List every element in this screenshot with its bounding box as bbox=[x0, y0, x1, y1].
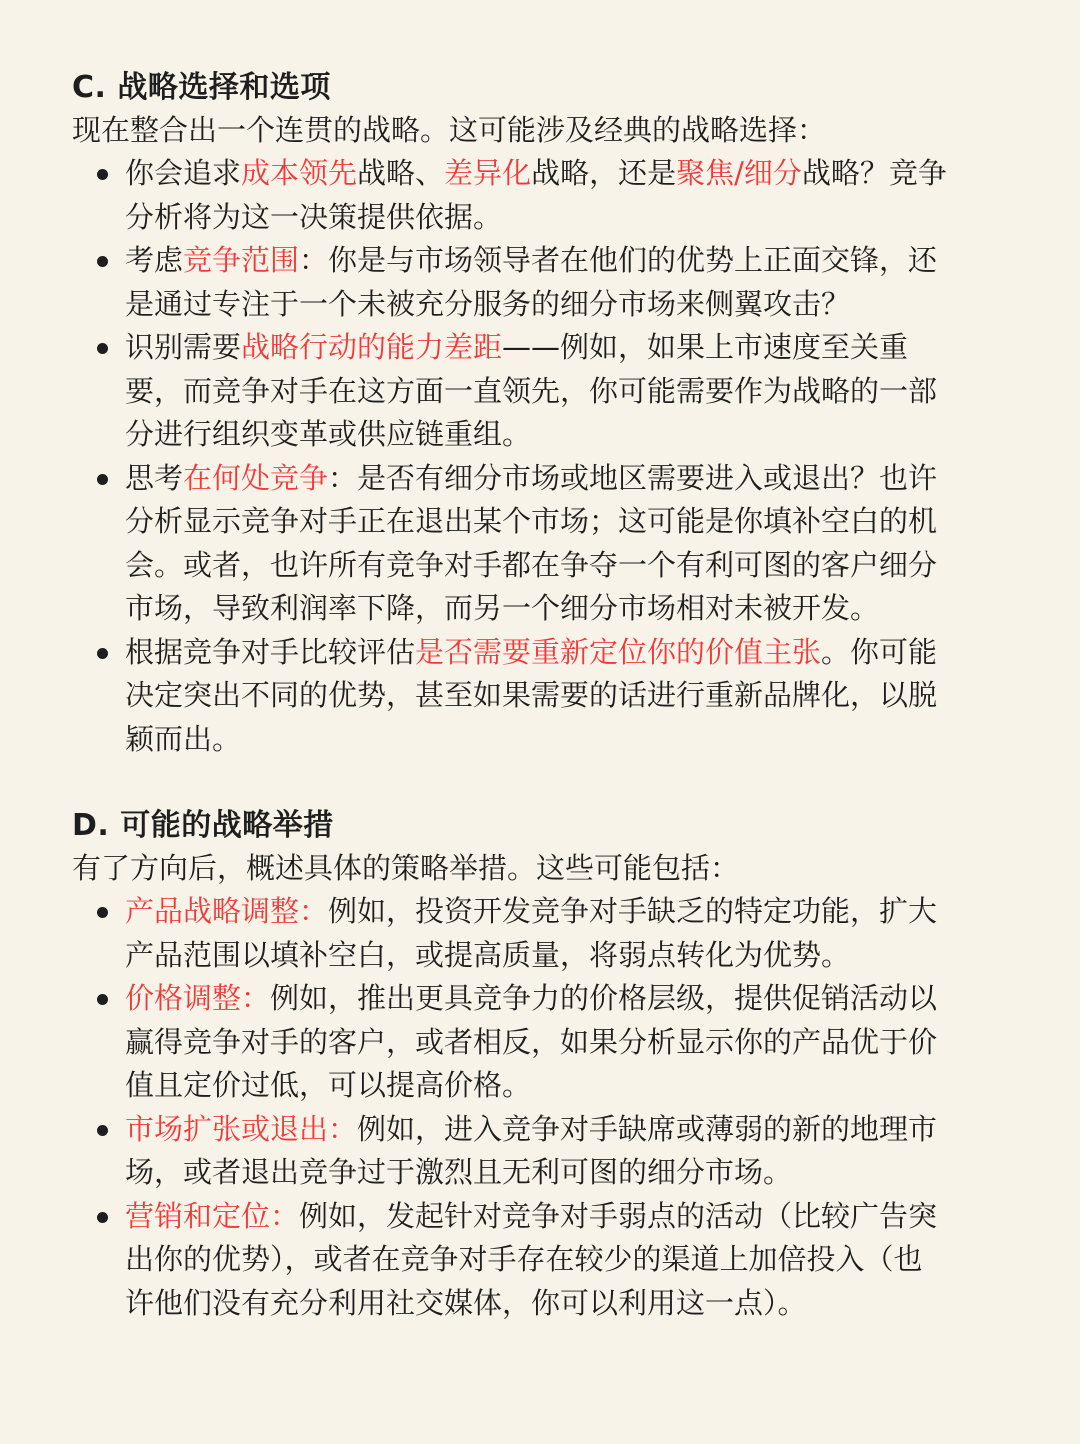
bullet-dot-icon bbox=[97, 343, 108, 354]
highlight-text: 聚焦/细分 bbox=[676, 156, 802, 190]
body-text: ：是否有细分市场或地区需要进入或退出？也许 bbox=[328, 460, 938, 495]
bullet-item bbox=[72, 239, 1008, 326]
bullet-item bbox=[72, 457, 1008, 631]
document-page bbox=[72, 66, 1008, 1325]
section-heading: D. 可能的战略举措 bbox=[72, 808, 334, 843]
body-text: 例如，推出更具竞争力的价格层级，提供促销活动以 bbox=[270, 981, 938, 1015]
text-line bbox=[125, 1195, 1008, 1239]
text-line bbox=[125, 544, 1008, 588]
body-text: 思考 bbox=[125, 460, 184, 495]
text-line bbox=[125, 1064, 1008, 1108]
bullet-dot-icon bbox=[97, 907, 108, 918]
body-text: 你会追求 bbox=[125, 156, 242, 190]
body-text: 赢得竞争对手的客户，或者相反，如果分析显示你的产品优于价 bbox=[125, 1024, 938, 1059]
text-line bbox=[125, 587, 1008, 631]
text-line bbox=[125, 152, 1008, 196]
text-line bbox=[125, 631, 1008, 675]
section-c bbox=[72, 66, 1008, 761]
body-text: ——例如，如果上市速度至关重 bbox=[502, 330, 909, 364]
text-line bbox=[125, 1108, 1008, 1152]
body-text: 是通过专注于一个未被充分服务的细分市场来侧翼攻击？ bbox=[125, 286, 851, 321]
text-line bbox=[125, 370, 1008, 414]
body-text: 值且定价过低，可以提高价格。 bbox=[125, 1068, 532, 1102]
body-text: 颖而出。 bbox=[125, 721, 242, 756]
body-text: 分进行组织变革或供应链重组。 bbox=[125, 417, 532, 451]
body-text: 识别需要 bbox=[125, 330, 242, 364]
highlight-text: 战略行动的能力差距 bbox=[241, 330, 503, 364]
body-text: 考虑 bbox=[125, 243, 184, 277]
bullet-item bbox=[72, 631, 1008, 762]
body-text: 产品范围以填补空白，或提高质量，将弱点转化为优势。 bbox=[125, 937, 851, 972]
bullet-dot-icon bbox=[97, 1125, 108, 1136]
bullet-list bbox=[72, 152, 1008, 761]
text-line bbox=[125, 1282, 1008, 1326]
highlight-text: 营销和定位： bbox=[125, 1198, 300, 1233]
text-line bbox=[125, 413, 1008, 457]
bullet-item bbox=[72, 152, 1008, 239]
highlight-text: 竞争范围 bbox=[183, 243, 300, 277]
body-text: 出你的优势），或者在竞争对手存在较少的渠道上加倍投入（也 bbox=[125, 1242, 923, 1276]
text-line bbox=[125, 196, 1008, 240]
highlight-text: 成本领先 bbox=[241, 156, 358, 190]
bullet-dot-icon bbox=[97, 648, 108, 659]
highlight-text: 市场扩张或退出： bbox=[125, 1111, 358, 1146]
bullet-dot-icon bbox=[97, 474, 108, 485]
body-text: 战略，还是 bbox=[531, 156, 677, 190]
body-text: 会。或者，也许所有竞争对手都在争夺一个有利可图的客户细分 bbox=[125, 547, 938, 582]
text-line bbox=[125, 1021, 1008, 1065]
bullet-dot-icon bbox=[97, 994, 108, 1005]
text-line bbox=[125, 1238, 1008, 1282]
bullet-dot-icon bbox=[97, 169, 108, 180]
text-line bbox=[125, 934, 1008, 978]
highlight-text: 是否需要重新定位你的价值主张 bbox=[415, 634, 822, 669]
body-text: ：你是与市场领导者在他们的优势上正面交锋，还 bbox=[299, 243, 938, 277]
text-line bbox=[125, 500, 1008, 544]
bullet-item bbox=[72, 326, 1008, 457]
bullet-item bbox=[72, 890, 1008, 977]
highlight-text: 产品战略调整： bbox=[125, 894, 329, 928]
highlight-text: 差异化 bbox=[444, 156, 532, 190]
body-text: 场，或者退出竞争过于激烈且无利可图的细分市场。 bbox=[125, 1155, 793, 1189]
text-line bbox=[125, 326, 1008, 370]
section-intro: 现在整合出一个连贯的战略。这可能涉及经典的战略选择： bbox=[72, 113, 827, 147]
body-text: 战略、 bbox=[357, 156, 445, 190]
bullet-item bbox=[72, 977, 1008, 1108]
body-text: 许他们没有充分利用社交媒体，你可以利用这一点）。 bbox=[125, 1285, 807, 1320]
text-line bbox=[125, 457, 1008, 501]
body-text: 市场，导致利润率下降，而另一个细分市场相对未被开发。 bbox=[125, 591, 880, 625]
bullet-item bbox=[72, 1108, 1008, 1195]
body-text: 要，而竞争对手在这方面一直领先，你可能需要作为战略的一部 bbox=[125, 373, 938, 408]
highlight-text: 价格调整： bbox=[125, 981, 271, 1015]
text-line bbox=[125, 890, 1008, 934]
text-line bbox=[125, 674, 1008, 718]
text-line bbox=[125, 977, 1008, 1021]
text-line bbox=[125, 1151, 1008, 1195]
text-line bbox=[125, 718, 1008, 762]
body-text: 决定突出不同的优势，甚至如果需要的话进行重新品牌化，以脱 bbox=[125, 678, 938, 712]
body-text: 分析显示竞争对手正在退出某个市场；这可能是你填补空白的机 bbox=[125, 504, 938, 538]
body-text: 例如，发起针对竞争对手弱点的活动（比较广告突 bbox=[299, 1198, 938, 1233]
body-text: 例如，投资开发竞争对手缺乏的特定功能，扩大 bbox=[328, 894, 938, 928]
highlight-text: 在何处竞争 bbox=[183, 460, 329, 495]
bullet-list bbox=[72, 890, 1008, 1325]
section-d bbox=[72, 804, 1008, 1325]
text-line bbox=[125, 239, 1008, 283]
bullet-dot-icon bbox=[97, 256, 108, 267]
body-text: 战略？竞争 bbox=[801, 156, 947, 190]
body-text: 分析将为这一决策提供依据。 bbox=[125, 199, 503, 234]
body-text: 根据竞争对手比较评估 bbox=[125, 634, 416, 669]
bullet-dot-icon bbox=[97, 1212, 108, 1223]
text-line bbox=[125, 283, 1008, 327]
section-intro: 有了方向后，概述具体的策略举措。这些可能包括： bbox=[72, 851, 740, 885]
body-text: 例如，进入竞争对手缺席或薄弱的新的地理市 bbox=[357, 1111, 938, 1146]
body-text: 。你可能 bbox=[821, 634, 938, 669]
section-heading: C. 战略选择和选项 bbox=[72, 70, 331, 105]
bullet-item bbox=[72, 1195, 1008, 1326]
